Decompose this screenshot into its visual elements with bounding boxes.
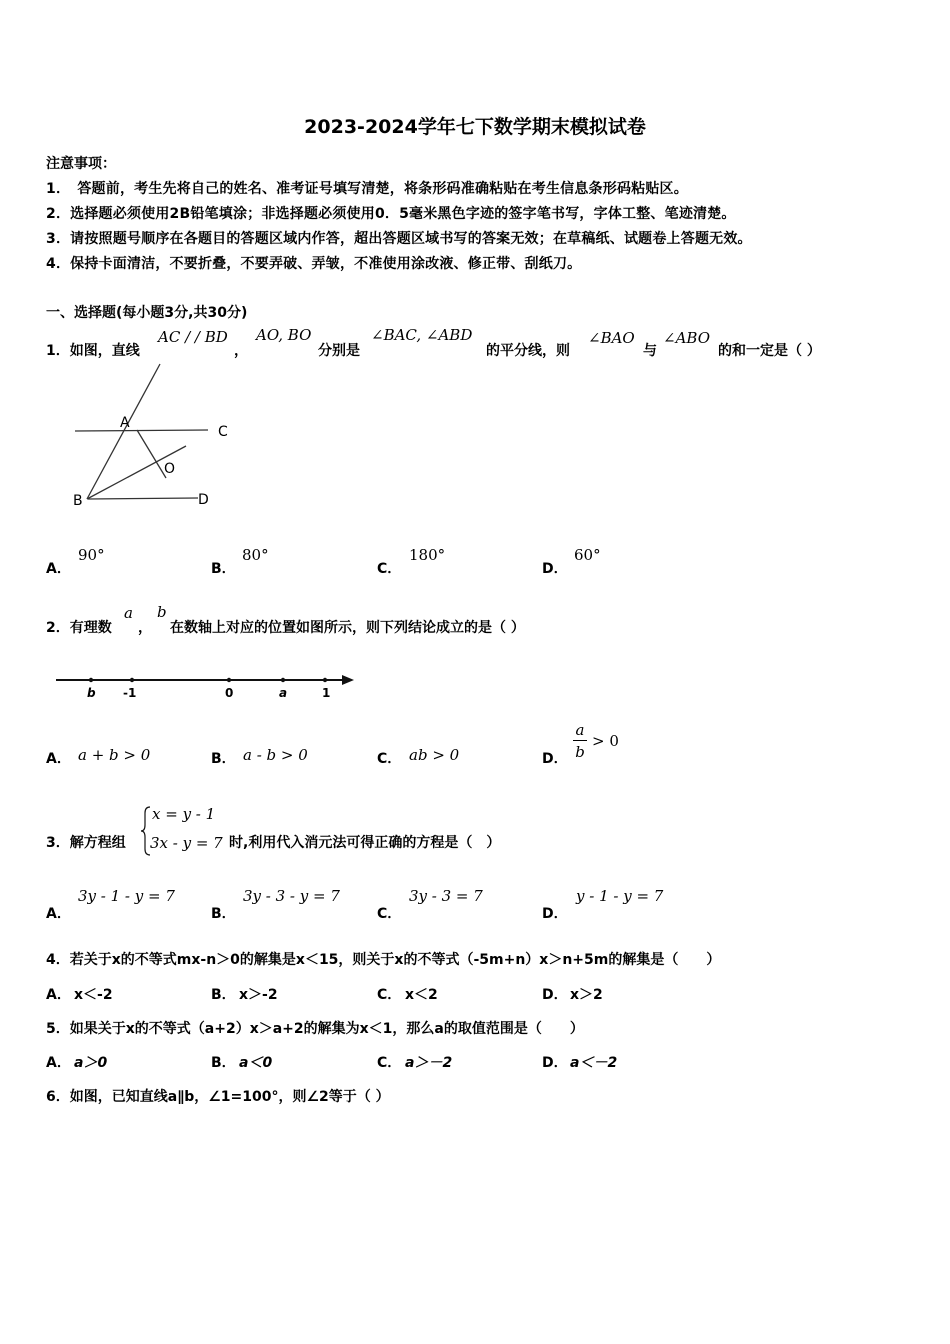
note-item-2: 2．选择题必须使用2B铅笔填涂；非选择题必须使用0．5毫米黑色字迹的签字笔书写，字体工整、笔迹清楚。: [46, 206, 736, 222]
q5-option-d-label[interactable]: D．: [542, 1055, 568, 1071]
q2-number-line: [50, 668, 360, 704]
q1-option-a-label[interactable]: A．: [46, 561, 71, 577]
q2-option-c-label[interactable]: C．: [377, 751, 402, 767]
axis-label-minus-1: -1: [123, 686, 137, 700]
q1-math-3: ∠BAC, ∠ABD: [371, 326, 473, 344]
q2-option-a-label[interactable]: A．: [46, 751, 71, 767]
q5-option-c-label[interactable]: C．: [377, 1055, 402, 1071]
q1-text-3: 分别是: [318, 343, 360, 359]
q5-option-b-label[interactable]: B．: [211, 1055, 236, 1071]
q1-text-4: 的平分线，则: [486, 343, 570, 359]
q5-option-a-label[interactable]: A．: [46, 1055, 71, 1071]
q3-option-c-value[interactable]: 3y - 3 = 7: [409, 887, 483, 905]
note-item-4: 4．保持卡面清洁，不要折叠，不要弄破、弄皱，不准使用涂改液、修正带、刮纸刀。: [46, 256, 582, 272]
q1-option-c-label[interactable]: C．: [377, 561, 402, 577]
line-ao: [137, 430, 166, 478]
tick-0: [227, 678, 231, 682]
q3-text-1: 3．解方程组: [46, 835, 126, 851]
fraction-denominator: b: [575, 743, 585, 761]
q4-text: 4．若关于x的不等式mx-n＞0的解集是x＜15，则关于x的不等式（-5m+n）x＞n+5m的解集是（ ）: [46, 952, 721, 968]
q5-option-d-value[interactable]: a＜－2: [570, 1055, 618, 1071]
q5-text: 5．如果关于x的不等式（a+2）x＞a+2的解集为x＜1，那么a的取值范围是（ ）: [46, 1021, 584, 1037]
q3-equation-2: 3x - y = 7: [150, 834, 223, 852]
q1-option-d-value[interactable]: 60°: [574, 546, 601, 564]
axis-label-b: b: [87, 686, 96, 700]
q1-text-1: 1．如图，直线: [46, 343, 140, 359]
q2-option-c-value[interactable]: ab > 0: [409, 746, 460, 764]
q3-option-c-label[interactable]: C．: [377, 906, 402, 922]
note-item-3: 3．请按照题号顺序在各题目的答题区域内作答，超出答题区域书写的答案无效；在草稿纸、试题卷上答题无效。: [46, 231, 752, 247]
point-a: [281, 678, 285, 682]
q4-option-a-label[interactable]: A．: [46, 987, 71, 1003]
tick-1: [323, 678, 327, 682]
q2-option-b-value[interactable]: a - b > 0: [243, 746, 308, 764]
q1-option-d-label[interactable]: D．: [542, 561, 568, 577]
q5-option-c-value[interactable]: a＞－2: [405, 1055, 453, 1071]
axis-label-1: 1: [322, 686, 331, 700]
q3-option-b-label[interactable]: B．: [211, 906, 236, 922]
label-c: C: [218, 424, 228, 440]
q1-math-5: ∠ABO: [663, 329, 710, 347]
fraction-numerator: a: [573, 720, 587, 741]
point-b: [89, 678, 93, 682]
q4-option-c-value[interactable]: x＜2: [405, 987, 438, 1003]
q2-text-1: 2．有理数: [46, 620, 112, 636]
q4-option-d-label[interactable]: D．: [542, 987, 568, 1003]
q4-option-a-value[interactable]: x＜-2: [74, 987, 113, 1003]
q1-option-b-value[interactable]: 80°: [242, 546, 269, 564]
label-d: D: [198, 492, 209, 508]
tick-minus-1: [130, 678, 134, 682]
note-item-1: 1． 答题前，考生先将自己的姓名、准考证号填写清楚，将条形码准确粘贴在考生信息条形码粘贴区。: [46, 181, 688, 197]
q3-option-a-label[interactable]: A．: [46, 906, 71, 922]
q1-text-6: 的和一定是（ ）: [718, 343, 821, 359]
q2-option-d-fraction[interactable]: [573, 720, 587, 763]
q1-math-4: ∠BAO: [588, 329, 635, 347]
q1-text-2: ，: [234, 343, 248, 359]
q2-option-a-value[interactable]: a + b > 0: [78, 746, 151, 764]
axis-label-0: 0: [225, 686, 234, 700]
q1-math-2: AO, BO: [256, 326, 312, 344]
q2-math-a: a: [124, 604, 133, 622]
q3-option-d-value[interactable]: y - 1 - y = 7: [576, 887, 664, 905]
q2-text-3: 在数轴上对应的位置如图所示，则下列结论成立的是（ ）: [170, 620, 525, 636]
q1-figure: [60, 360, 250, 520]
q1-option-c-value[interactable]: 180°: [409, 546, 446, 564]
axis-arrow: [342, 675, 354, 685]
q6-text: 6．如图，已知直线a∥b，∠1=100°，则∠2等于（ ）: [46, 1089, 390, 1105]
q4-option-b-value[interactable]: x＞-2: [239, 987, 278, 1003]
q4-option-b-label[interactable]: B．: [211, 987, 236, 1003]
label-b: B: [73, 493, 83, 509]
axis-label-a: a: [279, 686, 288, 700]
q4-option-d-value[interactable]: x＞2: [570, 987, 603, 1003]
q2-text-2: ，: [138, 620, 152, 636]
q2-option-b-label[interactable]: B．: [211, 751, 236, 767]
q4-option-c-label[interactable]: C．: [377, 987, 402, 1003]
line-ac: [75, 430, 208, 431]
q3-option-d-label[interactable]: D．: [542, 906, 568, 922]
section-heading: 一、选择题(每小题3分,共30分): [46, 305, 248, 321]
notes-heading: 注意事项：: [46, 156, 116, 172]
q1-math-1: AC / / BD: [158, 328, 228, 346]
q5-option-a-value[interactable]: a＞0: [74, 1055, 108, 1071]
q5-option-b-value[interactable]: a＜0: [239, 1055, 273, 1071]
q2-option-d-rest[interactable]: > 0: [592, 732, 619, 750]
q1-option-b-label[interactable]: B．: [211, 561, 236, 577]
line-bd: [88, 498, 198, 499]
label-o: O: [164, 461, 176, 477]
label-a: A: [120, 415, 130, 431]
q3-option-b-value[interactable]: 3y - 3 - y = 7: [243, 887, 340, 905]
q3-equation-1: x = y - 1: [152, 805, 216, 823]
q2-option-d-label[interactable]: D．: [542, 751, 568, 767]
q3-option-a-value[interactable]: 3y - 1 - y = 7: [78, 887, 175, 905]
q3-text-2: 时,利用代入消元法可得正确的方程是（ ）: [229, 835, 501, 851]
page-title: 2023-2024学年七下数学期末模拟试卷: [304, 116, 646, 138]
q1-option-a-value[interactable]: 90°: [78, 546, 105, 564]
q1-text-5: 与: [643, 343, 657, 359]
q2-math-b: b: [157, 603, 167, 621]
